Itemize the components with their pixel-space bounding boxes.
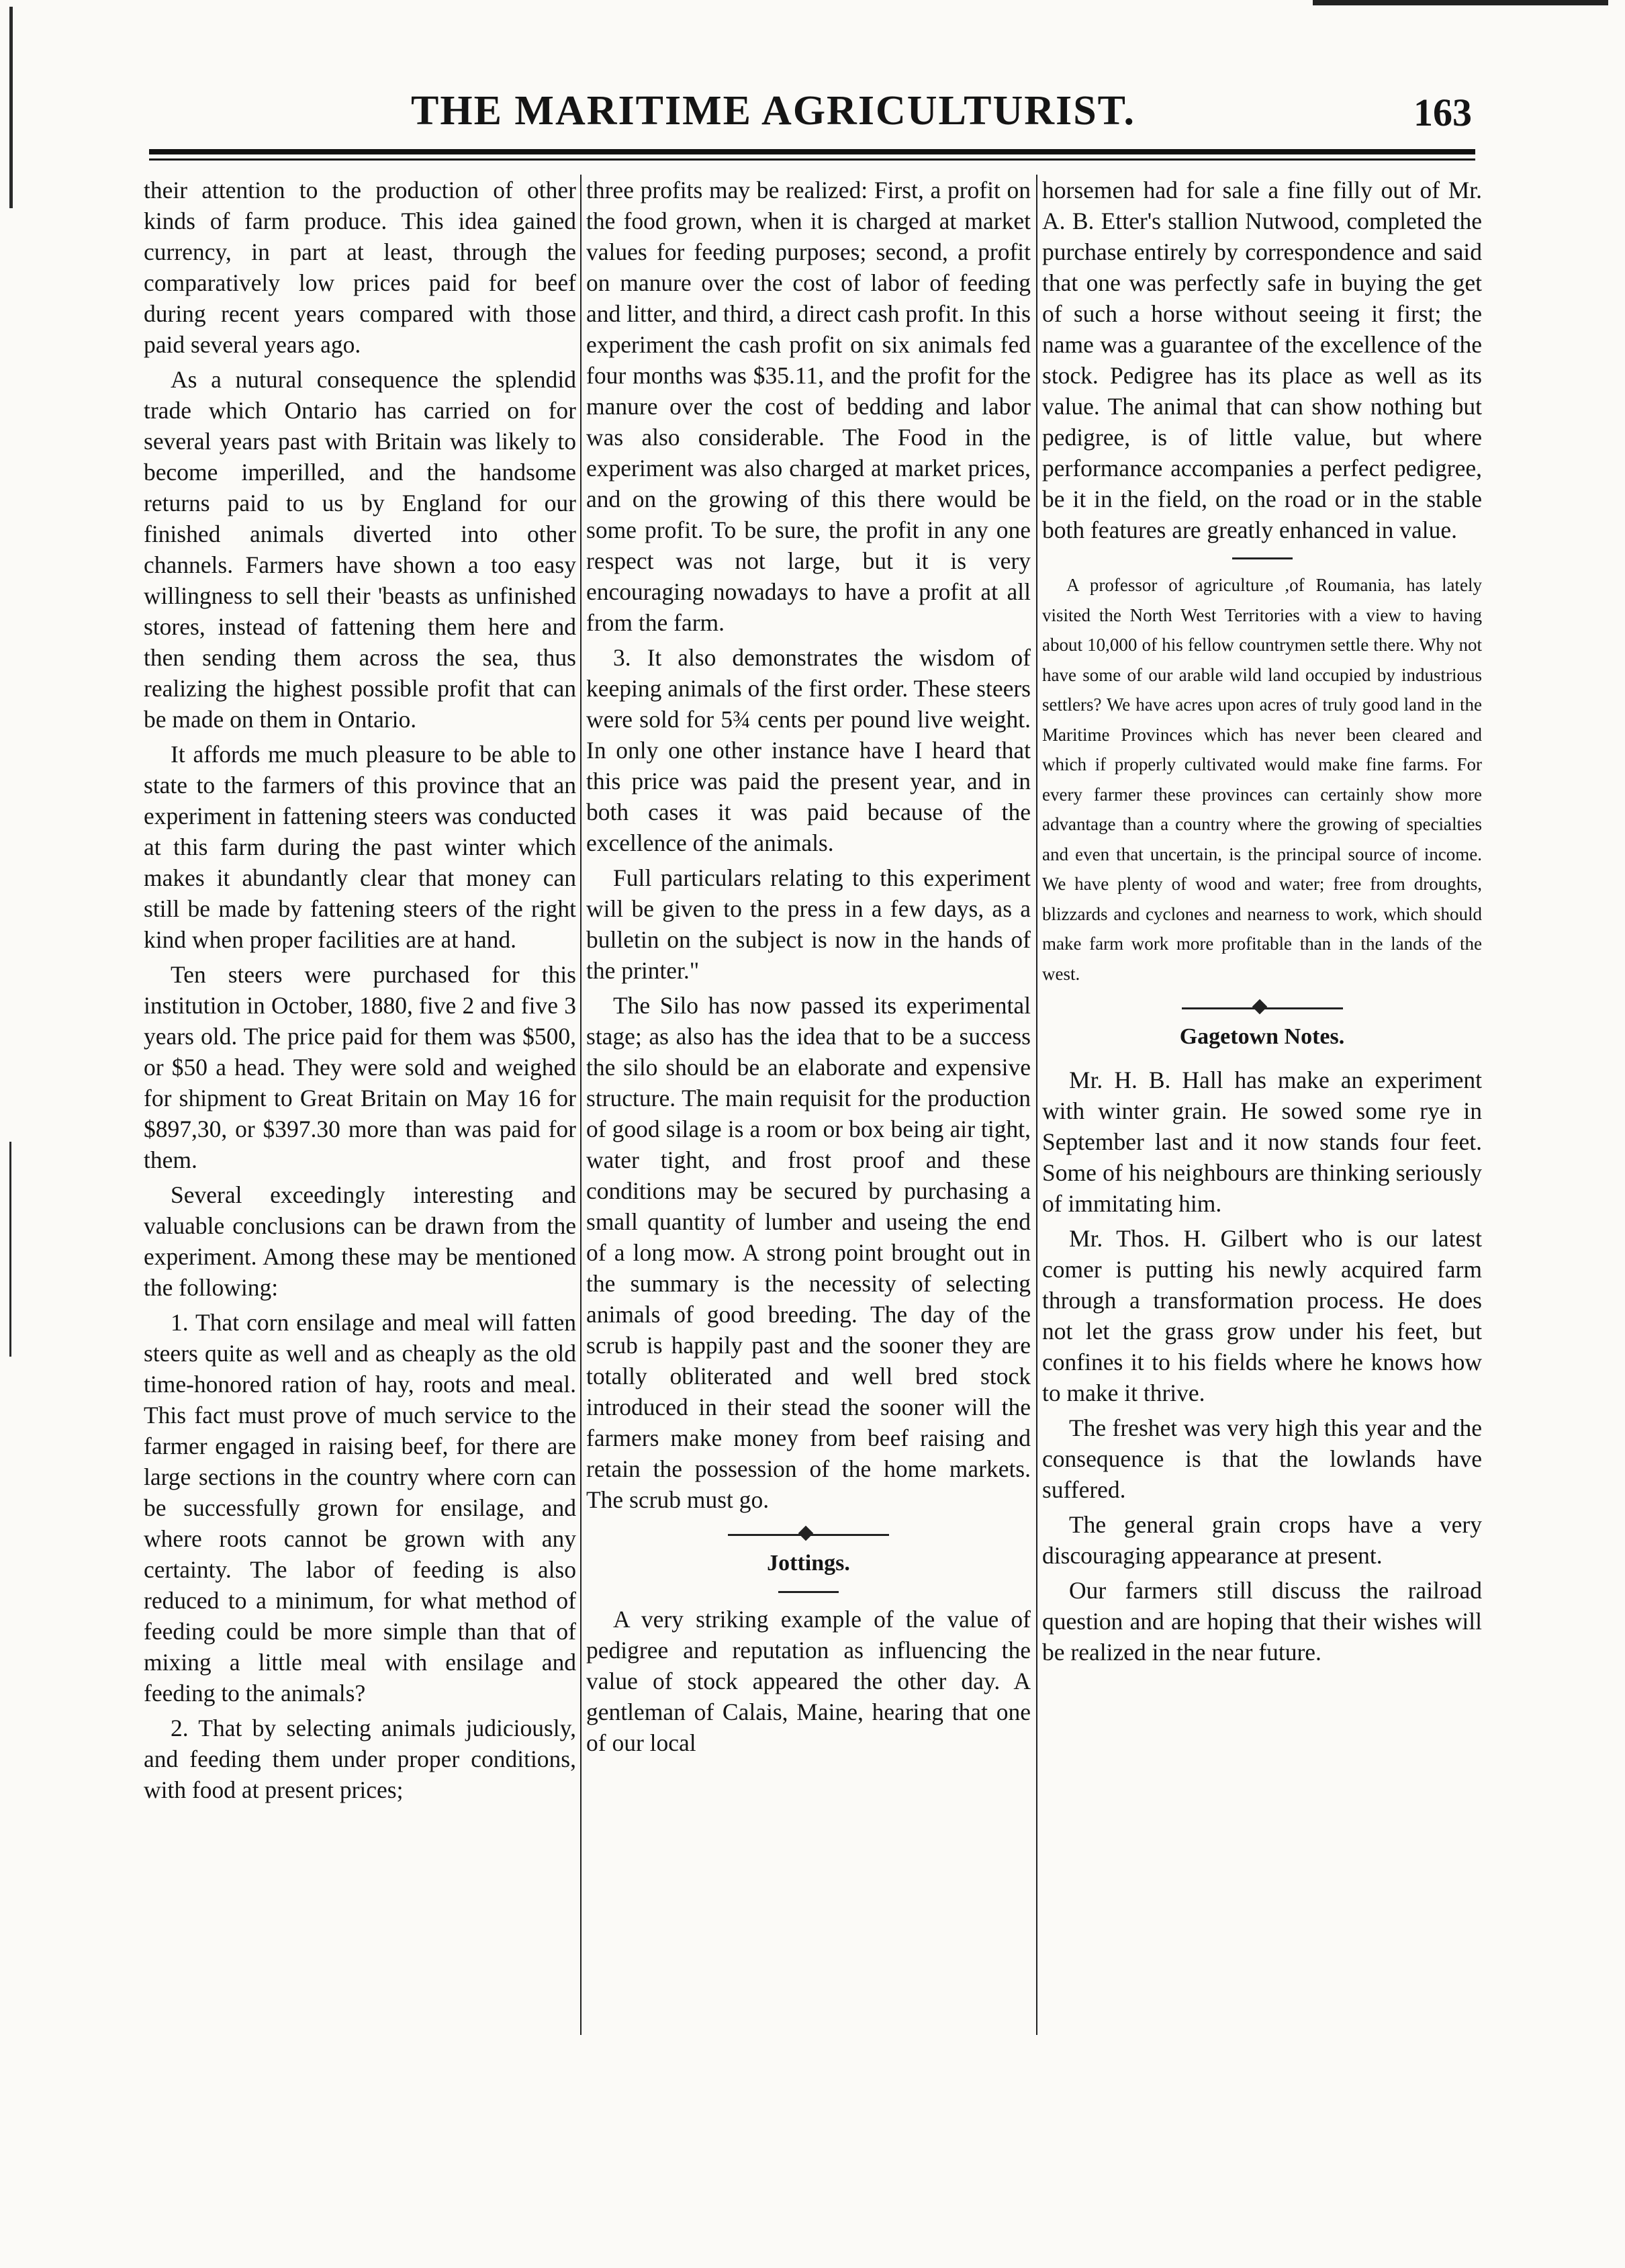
paragraph: 3. It also demonstrates the wisdom of keeping animals of the first order. These steers were sold for 5¾ cents per pound live weight. In only one other instance have I heard that this price was paid the present year, and in both cases it was paid because of the excellence of the animals. bbox=[586, 644, 1031, 856]
paragraph: 2. That by selecting animals judiciously, and feeding them under proper conditions, with food at present prices; bbox=[144, 1715, 576, 1803]
small-print-item bbox=[1042, 570, 1482, 989]
paragraph: horsemen had for sale a fine filly out of Mr. A. B. Etter's stallion Nutwood, completed the purchase entirely by correspondence and said that one was perfectly safe in buying the get of such a horse without seeing it first; the name was a guarantee of the excellence of the stock. Pedigree has its place as well as its value. The animal that can show nothing but pedigree, is of little value, but where performance accompanies a perfect pedigree, be it in the field, on the road or in the stable both features are greatly enhanced in value. bbox=[1042, 177, 1482, 543]
page-header bbox=[149, 87, 1499, 141]
paragraph: A professor of agriculture ,of Roumania, has lately visited the North West Territories with a view to having about 10,000 of his fellow countrymen settle there. Why not have some of our arable wild land occupied by industrious settlers? We have acres upon acres of truly good land in the Maritime Provinces which has never been cleared and which if properly cultivated would make fine farms. For every farmer these provinces can certainly show more advantage than a country where the growing of specialties and even that uncertain, is the principal source of income. We have plenty of wood and water; free from droughts, blizzards and cyclones and nearness to work, which should make farm work more profitable than in the lands of the west. bbox=[1042, 575, 1482, 984]
paragraph: Mr. Thos. H. Gilbert who is our latest comer is putting his newly acquired farm through a transformation process. He does not let the grass grow under his feet, but confines it to his fields where he knows how to make it thrive. bbox=[1042, 1225, 1482, 1406]
section-divider bbox=[1232, 557, 1293, 559]
paragraph: The freshet was very high this year and the consequence is that the lowlands have suffered. bbox=[1042, 1414, 1482, 1503]
section-heading-gagetown: Gagetown Notes. bbox=[1179, 1024, 1345, 1049]
heading-rule bbox=[778, 1591, 839, 1593]
column-divider bbox=[580, 175, 582, 2035]
section-divider bbox=[1182, 1007, 1343, 1009]
paragraph: 1. That corn ensilage and meal will fatten steers quite as well and as cheaply as the old time-honored ration of hay, roots and meal. This fact must prove of much service to the farmer engaged in raising beef, for there are large sections in the country where corn can be successfully grown for ensilage, and where roots cannot be grown with any certainty. The labor of feeding is also reduced to a minimum, for what method of feeding could be more simple than that of mixing a little meal with ensilage and feeding to the animals? bbox=[144, 1309, 576, 1707]
paragraph: The Silo has now passed its experimental stage; as also has the idea that to be a success the silo should be an elaborate and expensive structure. The main requisit for the production of good silage is a room or box being air tight, water tight, and frost proof and these conditions may be secured by purchasing a small quantity of lumber and useing the end of a long mow. A strong point brought out in the summary is the necessity of selecting animals of good breeding. The day of the scrub is happily past and the sooner they are totally obliterated and well bred stock introduced in their stead the sooner will the farmers make money from beef raising and retain the possession of the home markets. The scrub must go. bbox=[586, 992, 1031, 1513]
section-divider bbox=[728, 1534, 889, 1536]
column-3 bbox=[1042, 175, 1482, 2062]
scan-edge-mark bbox=[9, 1142, 11, 1357]
column-2 bbox=[586, 175, 1031, 2062]
column-1 bbox=[144, 175, 576, 2062]
column-divider bbox=[1036, 175, 1037, 2035]
paragraph: It affords me much pleasure to be able to state to the farmers of this province that an experiment in fattening steers was conducted at this farm during the past winter which makes it abundantly clear that money can still be made by fattening steers of the right kind when proper facilities are at hand. bbox=[144, 741, 576, 953]
section-heading-jottings: Jottings. bbox=[767, 1551, 850, 1576]
paragraph: Full particulars relating to this experiment will be given to the press in a few days, as a bulletin on the subject is now in the hands of the printer." bbox=[586, 864, 1031, 984]
page-number: 163 bbox=[1413, 91, 1472, 134]
paragraph: Ten steers were purchased for this institution in October, 1880, five 2 and five 3 years old. The price paid for them was $500, or $50 a head. They were sold and weighed for shipment to Great Britain on May 16 for $897,30, or $397.30 more than was paid for them. bbox=[144, 961, 576, 1173]
paragraph: The general grain crops have a very discouraging appearance at present. bbox=[1042, 1511, 1482, 1569]
paragraph: three profits may be realized: First, a profit on the food grown, when it is charged at market values for feeding purposes; second, a profit on manure over the cost of labor of feeding and litter, and third, a direct cash profit. In this experiment the cash profit on six animals fed four months was $35.11, and the profit for the manure over the cost of bedding and labor was also considerable. The Food in the experiment was also charged at market prices, and on the growing of this there would be some profit. To be sure, the profit in any one respect was not large, but it is very encouraging nowadays to have a profit at all from the farm. bbox=[586, 177, 1031, 636]
paragraph: A very striking example of the value of pedigree and reputation as influencing the value of stock appeared the other day. A gentleman of Calais, Maine, hearing that one of our local bbox=[586, 1606, 1031, 1756]
divider-ornament bbox=[1252, 999, 1267, 1015]
paragraph: Several exceedingly interesting and valuable conclusions can be drawn from the experiment. Among these may be mentioned the following: bbox=[144, 1181, 576, 1301]
publication-title: THE MARITIME AGRICULTURIST. bbox=[411, 88, 1135, 134]
scan-edge-mark bbox=[9, 7, 13, 208]
divider-ornament bbox=[798, 1526, 814, 1541]
paragraph: Our farmers still discuss the railroad question and are hoping that their wishes will be realized in the near future. bbox=[1042, 1577, 1482, 1666]
paragraph: their attention to the production of other kinds of farm produce. This idea gained currency, in part at least, through the comparatively low prices paid for beef during recent years compared with those paid several years ago. bbox=[144, 177, 576, 358]
header-rule-thin bbox=[149, 158, 1475, 161]
paragraph: Mr. H. B. Hall has make an experiment with winter grain. He sowed some rye in September last and it now stands four feet. Some of his neighbours are thinking seriously of immitating him. bbox=[1042, 1067, 1482, 1217]
paragraph: As a nutural consequence the splendid trade which Ontario has carried on for several years past with Britain was likely to become imperilled, and the handsome returns paid to us by England for our finished animals diverted into other channels. Farmers have shown a too easy willingness to sell their 'beasts as unfinished stores, instead of fattening them here and then sending them across the sea, thus realizing the highest possible profit that can be made on them in Ontario. bbox=[144, 366, 576, 733]
header-rule-thick bbox=[149, 149, 1475, 154]
scan-border-line bbox=[1313, 0, 1608, 5]
